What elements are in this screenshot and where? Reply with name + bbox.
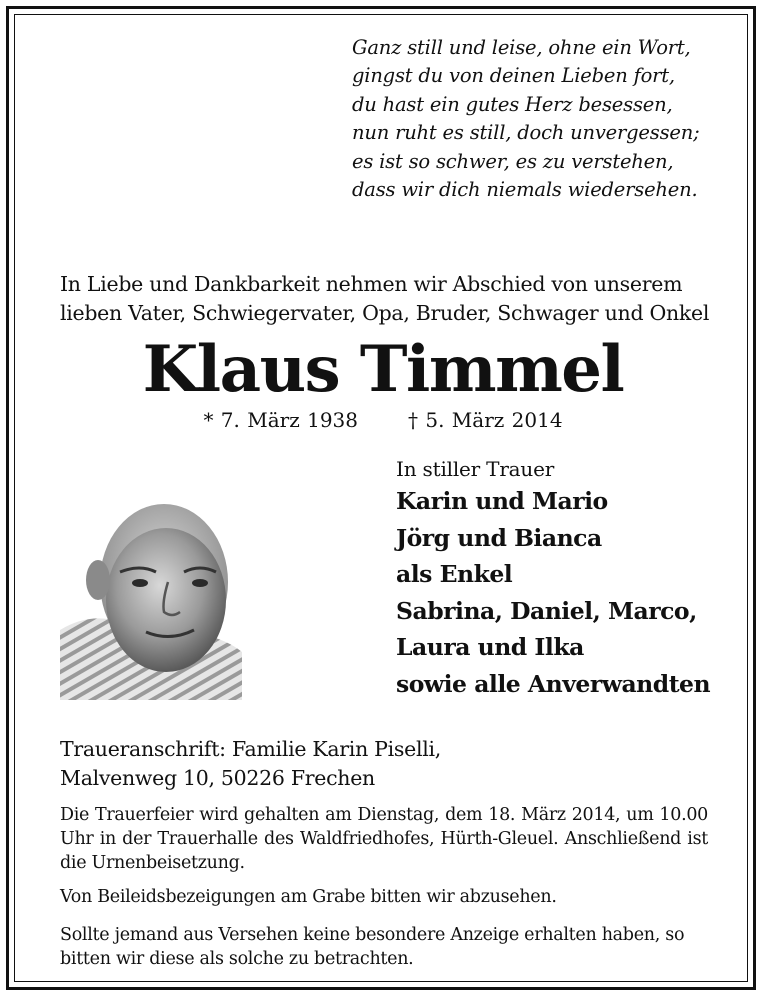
deceased-name: Klaus Timmel	[142, 332, 624, 407]
mourner-line: Jörg und Bianca	[396, 523, 602, 552]
portrait-icon	[60, 462, 242, 700]
poem	[352, 34, 732, 204]
birth-date: * 7. März 1938	[203, 408, 358, 432]
intro-line: lieben Vater, Schwiegervater, Opa, Bruder, Schwager und Onkel	[60, 301, 710, 325]
poem-line: gingst du von deinen Lieben fort,	[352, 64, 675, 88]
service-details: Die Trauerfeier wird gehalten am Dienstag, dem 18. März 2014, um 10.00 Uhr in der Trauerhalle des Waldfriedhofes, Hürth-Gleuel. Anschließend ist die Urnenbeisetzung.	[60, 805, 708, 873]
mourner-line: Karin und Mario	[396, 487, 608, 515]
poem-line: nun ruht es still, doch unvergessen;	[352, 121, 700, 145]
intro-text	[60, 270, 720, 328]
mourning-address	[60, 735, 441, 793]
death-date: † 5. März 2014	[408, 408, 563, 432]
intro-line: In Liebe und Dankbarkeit nehmen wir Abschied von unserem	[60, 272, 683, 296]
mourners-block	[396, 455, 736, 702]
address-line: Traueranschrift: Familie Karin Piselli,	[60, 737, 441, 761]
address-line: Malvenweg 10, 50226 Frechen	[60, 766, 375, 790]
notice-line: bitten wir diese als solche zu betrachten.	[60, 949, 414, 969]
poem-line: Ganz still und leise, ohne ein Wort,	[352, 36, 691, 59]
portrait-photo	[60, 462, 242, 700]
mourner-line: als Enkel	[396, 560, 513, 588]
mourning-heading: In stiller Trauer	[396, 457, 555, 481]
mourner-line: Sabrina, Daniel, Marco,	[396, 596, 697, 625]
life-dates	[0, 408, 766, 432]
mourner-line: sowie alle Anverwandten	[396, 669, 711, 698]
poem-line: du hast ein gutes Herz besessen,	[352, 92, 673, 116]
poem-line: dass wir dich niemals wiedersehen.	[352, 178, 698, 202]
condolences-note: Von Beileidsbezeigungen am Grabe bitten wir abzusehen.	[60, 887, 557, 907]
notice-line: Sollte jemand aus Versehen keine besondere Anzeige erhalten haben, so	[60, 925, 685, 945]
mourner-line: Laura und Ilka	[396, 633, 584, 661]
notice-note	[60, 923, 708, 971]
poem-line: es ist so schwer, es zu verstehen,	[352, 149, 674, 173]
